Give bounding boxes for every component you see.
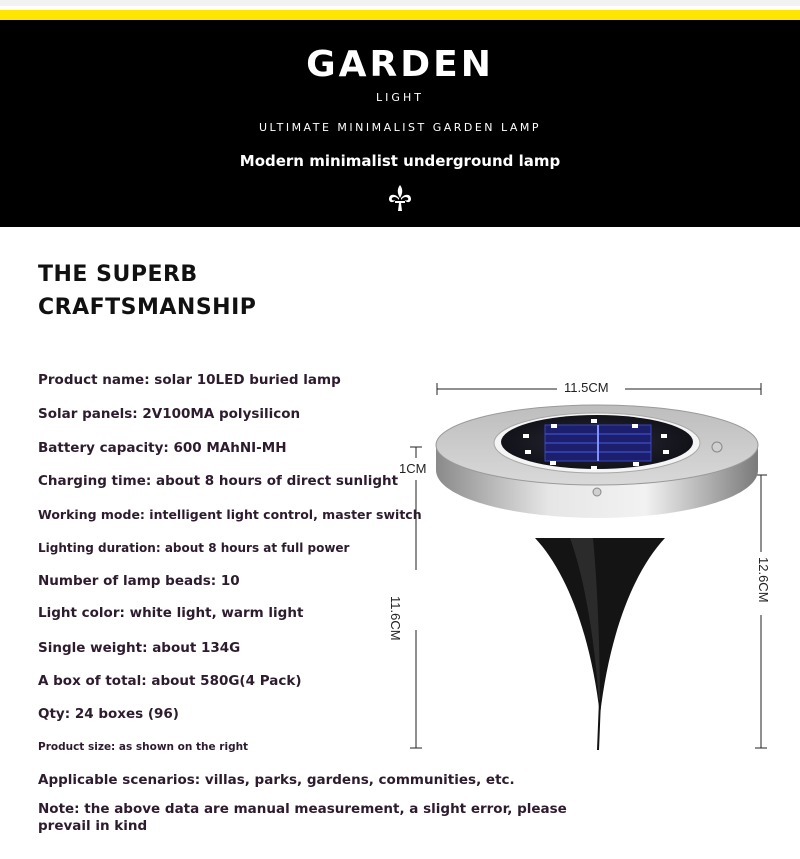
- total-height-dimension-label: 12.6CM: [756, 557, 771, 603]
- spec-charging-time: Charging time: about 8 hours of direct sunlight: [38, 473, 399, 489]
- header-banner: [0, 20, 800, 227]
- spec-battery: Battery capacity: 600 MAhNI-MH: [38, 440, 287, 456]
- banner-tagline: ULTIMATE MINIMALIST GARDEN LAMP: [258, 121, 542, 134]
- top-divider: [0, 0, 800, 6]
- head-height-dimension-label: 1CM: [399, 461, 427, 476]
- spec-note: Note: the above data are manual measurement, a slight error, please prevail in kind: [38, 801, 567, 834]
- spec-weight: Single weight: about 134G: [38, 640, 241, 656]
- accent-stripe: [0, 10, 800, 20]
- banner-subtitle: LIGHT: [376, 91, 424, 104]
- spec-solar-panels: Solar panels: 2V100MA polysilicon: [38, 406, 301, 422]
- product-dimension-diagram: [388, 370, 795, 760]
- section-heading: [38, 258, 256, 324]
- spec-product-name: Product name: solar 10LED buried lamp: [38, 372, 341, 388]
- banner-description: Modern minimalist underground lamp: [239, 152, 561, 170]
- fleur-de-lis-icon: [386, 184, 414, 212]
- spec-lighting-duration: Lighting duration: about 8 hours at full power: [38, 541, 350, 555]
- spec-lamp-beads: Number of lamp beads: 10: [38, 573, 240, 589]
- spec-box-total: A box of total: about 580G(4 Pack): [38, 673, 302, 689]
- width-dimension-label: 11.5CM: [564, 380, 609, 395]
- spec-working-mode: Working mode: intelligent light control, master switch: [38, 507, 422, 522]
- spec-light-color: Light color: white light, warm light: [38, 605, 304, 621]
- spec-product-size: Product size: as shown on the right: [38, 741, 249, 753]
- heading-line-1: THE SUPERB: [38, 262, 198, 287]
- spec-qty: Qty: 24 boxes (96): [38, 706, 179, 722]
- spec-scenarios: Applicable scenarios: villas, parks, gardens, communities, etc.: [38, 772, 515, 788]
- stake-length-dimension-label: 11.6CM: [388, 596, 403, 641]
- lamp-illustration: [395, 370, 795, 760]
- heading-line-2: CRAFTSMANSHIP: [38, 295, 257, 320]
- banner-title: GARDEN: [306, 44, 494, 85]
